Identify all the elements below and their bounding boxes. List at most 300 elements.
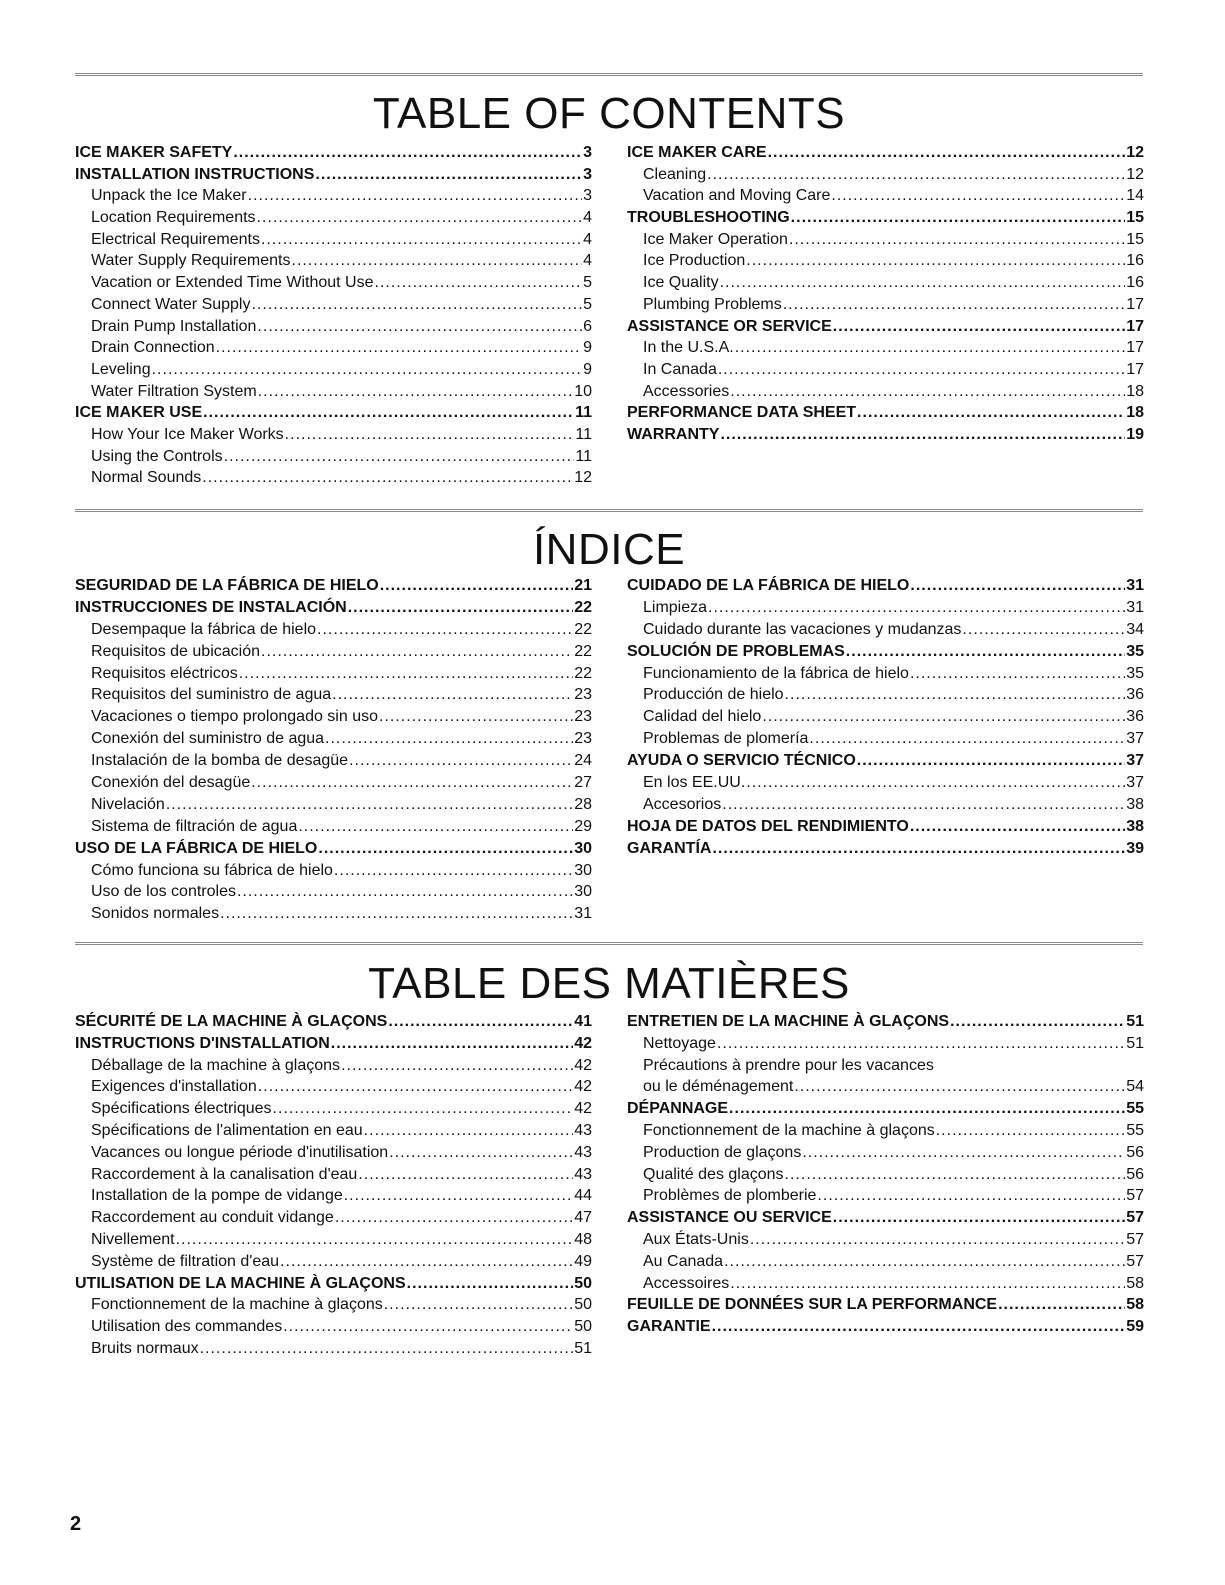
dot-leader: [950, 1011, 1125, 1033]
dot-leader: [237, 881, 573, 903]
toc-entry: [627, 816, 1144, 838]
toc-entry-title: Exigences d'installation: [91, 1078, 257, 1096]
toc-subentry: [75, 207, 592, 229]
toc-page-number: 12: [1126, 144, 1144, 161]
toc-page-number: 57: [1126, 1252, 1144, 1270]
toc-subentry: [627, 1076, 1144, 1098]
toc-entry-title: Fonctionnement de la machine à glaçons: [91, 1296, 383, 1314]
toc-entry: [627, 838, 1144, 860]
toc-subentry: [75, 903, 592, 925]
dot-leader: [248, 185, 582, 207]
toc-entry-title: Calidad del hielo: [643, 708, 762, 726]
toc-entry-title: Producción de hielo: [643, 686, 784, 704]
toc-page-number: 30: [574, 883, 592, 901]
toc-entry-title: Sistema de filtración de agua: [91, 817, 298, 835]
dot-leader: [257, 316, 582, 338]
section-title-fr: TABLE DES MATIÈRES: [368, 959, 850, 1008]
toc-entry-title: Production de glaçons: [643, 1143, 802, 1161]
toc-entry-title: SEGURIDAD DE LA FÁBRICA DE HIELO: [75, 577, 379, 594]
toc-subentry: [75, 619, 592, 641]
toc-entry-title: ICE MAKER USE: [75, 404, 203, 422]
dot-leader: [258, 1076, 573, 1098]
toc-entry-title: Accesorios: [643, 795, 722, 813]
toc-entry-title: Problemas de plomería: [643, 730, 809, 748]
dot-leader: [833, 1207, 1125, 1229]
toc-entry-title: Drain Pump Installation: [91, 317, 257, 335]
dot-leader: [325, 728, 573, 750]
toc-entry-title: En los EE.UU.: [643, 774, 746, 792]
dot-leader: [724, 1251, 1125, 1273]
dot-leader: [358, 1164, 573, 1186]
dot-leader: [962, 619, 1125, 641]
toc-page-number: 36: [1126, 708, 1144, 726]
toc-entry-title: ASSISTANCE OU SERVICE: [627, 1209, 832, 1227]
toc-entry-title: DÉPANNAGE: [627, 1100, 729, 1118]
toc-entry-title: Spécifications électriques: [91, 1100, 272, 1118]
toc-entry-title: Vacation or Extended Time Without Use: [91, 274, 374, 292]
toc-entry-title: Funcionamiento de la fábrica de hielo: [643, 664, 909, 682]
toc-entry-title: Vacaciones o tiempo prolongado sin uso: [91, 708, 378, 726]
dot-leader: [729, 1098, 1125, 1120]
toc-entry-title: Drain Connection: [91, 339, 215, 357]
toc-subentry: [75, 1142, 592, 1164]
toc-page-number: 31: [1126, 577, 1144, 594]
toc-subentry-text: Précautions à prendre pour les vacances: [643, 1056, 934, 1074]
toc-page-number: 19: [1126, 425, 1144, 443]
dot-leader: [202, 467, 573, 489]
toc-page-number: 27: [574, 774, 592, 792]
toc-page-number: 42: [574, 1100, 592, 1118]
toc-page-number: 42: [574, 1078, 592, 1096]
toc-page-number: 23: [574, 708, 592, 726]
toc-entry-title: Nivelación: [91, 795, 165, 813]
dot-leader: [791, 207, 1126, 229]
toc-entry: [627, 1294, 1144, 1316]
dot-leader: [831, 185, 1125, 207]
toc-entry-title: Vacation and Moving Care: [643, 187, 831, 205]
toc-page-number: 22: [574, 598, 592, 616]
toc-entry-title: In Canada: [643, 360, 717, 378]
dot-leader: [712, 1316, 1126, 1338]
dot-leader: [750, 1229, 1125, 1251]
toc-entry-title: Water Supply Requirements: [91, 252, 291, 270]
toc-entry-title: Desempaque la fábrica de hielo: [91, 620, 317, 638]
toc-subentry: [75, 1185, 592, 1207]
toc-entry-title: ou le déménagement: [643, 1078, 794, 1096]
dot-leader: [375, 272, 583, 294]
toc-subentry: [75, 794, 592, 816]
toc-page-number: 24: [574, 752, 592, 770]
toc-subentry: [75, 185, 592, 207]
toc-column-left: [75, 575, 592, 925]
toc-entry: [75, 1273, 592, 1295]
toc-page-number: 47: [574, 1209, 592, 1227]
toc-entry-title: Vacances ou longue période d'inutilisation: [91, 1143, 389, 1161]
toc-entry-title: Ice Maker Operation: [643, 230, 788, 248]
toc-entry-title: INSTRUCCIONES DE INSTALACIÓN: [75, 598, 347, 616]
toc-entry-title: Requisitos del suministro de agua: [91, 686, 332, 704]
dot-leader: [846, 641, 1125, 663]
toc-subentry: [75, 1316, 592, 1338]
dot-leader: [317, 619, 573, 641]
toc-entry-title: Raccordement à la canalisation d'eau: [91, 1165, 358, 1183]
toc-subentry: [75, 750, 592, 772]
toc-entry-title: Ice Quality: [643, 274, 719, 292]
toc-entry-title: Conexión del desagüe: [91, 774, 251, 792]
toc-subentry: [627, 684, 1144, 706]
toc-entry-title: Nettoyage: [643, 1034, 716, 1052]
dot-leader: [280, 1251, 573, 1273]
dot-leader: [298, 816, 573, 838]
dot-leader: [717, 1033, 1125, 1055]
dot-leader: [203, 402, 574, 424]
toc-entry-title: ICE MAKER CARE: [627, 144, 767, 161]
toc-entry: [627, 402, 1144, 424]
toc-page-number: 17: [1126, 339, 1144, 357]
dot-leader: [730, 1273, 1125, 1295]
dot-leader: [332, 684, 573, 706]
toc-subentry: [75, 316, 592, 338]
toc-entry-title: PERFORMANCE DATA SHEET: [627, 404, 857, 422]
toc-page-number: 3: [583, 165, 592, 183]
toc-page-number: 5: [583, 274, 592, 292]
toc-page-number: 48: [574, 1230, 592, 1248]
dot-leader: [707, 164, 1125, 186]
toc-entry-title: Au Canada: [643, 1252, 724, 1270]
toc-entry-title: Requisitos eléctricos: [91, 664, 238, 682]
toc-page-number: 17: [1126, 317, 1144, 335]
toc-page-number: 38: [1126, 795, 1144, 813]
dot-leader: [348, 597, 573, 619]
toc-entry-title: Nivellement: [91, 1230, 175, 1248]
dot-leader: [216, 337, 582, 359]
toc-page-number: 30: [574, 861, 592, 879]
toc-entry-title: Raccordement au conduit vidange: [91, 1209, 334, 1227]
toc-subentry: [75, 860, 592, 882]
toc-subentry: [75, 1120, 592, 1142]
toc-entry-title: Water Filtration System: [91, 382, 257, 400]
toc-page-number: 28: [574, 795, 592, 813]
dot-leader: [722, 794, 1125, 816]
toc-column-left: [75, 142, 592, 489]
toc-page-number: 3: [583, 144, 592, 161]
toc-page-number: 15: [1126, 230, 1144, 248]
toc-page-number: 29: [574, 817, 592, 835]
dot-leader: [768, 142, 1126, 164]
toc-entry-title: Qualité des glaçons: [643, 1165, 784, 1183]
dot-leader: [152, 359, 582, 381]
dot-leader: [817, 1185, 1125, 1207]
toc-entry: [75, 575, 592, 597]
toc-entry-title: WARRANTY: [627, 425, 720, 443]
dot-leader: [720, 424, 1125, 446]
toc-entry-title: Installation de la pompe de vidange: [91, 1187, 343, 1205]
toc-page-number: 37: [1126, 774, 1144, 792]
dot-leader: [335, 1207, 573, 1229]
dot-leader: [785, 1164, 1126, 1186]
toc-subentry: [627, 1142, 1144, 1164]
dot-leader: [341, 1055, 573, 1077]
dot-leader: [746, 772, 1125, 794]
toc-subentry: [75, 1164, 592, 1186]
toc-page-number: 23: [574, 686, 592, 704]
toc-subentry: [627, 1251, 1144, 1273]
dot-leader: [364, 1120, 574, 1142]
toc-subentry: [627, 663, 1144, 685]
toc-subentry: [627, 1273, 1144, 1295]
toc-entry-title: Cleaning: [643, 165, 707, 183]
dot-leader: [318, 838, 573, 860]
toc-page-number: 37: [1126, 752, 1144, 770]
toc-subentry: [627, 250, 1144, 272]
toc-subentry: [75, 684, 592, 706]
toc-subentry: [627, 597, 1144, 619]
toc-subentry: [627, 619, 1144, 641]
toc-page-number: 43: [574, 1121, 592, 1139]
toc-entry: [627, 1098, 1144, 1120]
toc-subentry: [75, 294, 592, 316]
toc-page-number: 50: [574, 1296, 592, 1314]
toc-entry-title: Electrical Requirements: [91, 230, 260, 248]
toc-entry-title: AYUDA O SERVICIO TÉCNICO: [627, 752, 856, 770]
toc-page-number: 41: [574, 1013, 592, 1030]
toc-subentry: [75, 1055, 592, 1077]
dot-leader: [379, 706, 573, 728]
dot-leader: [283, 1316, 573, 1338]
toc-entry: [627, 1316, 1144, 1338]
dot-leader: [936, 1120, 1125, 1142]
toc-subentry: [75, 250, 592, 272]
dot-leader: [200, 1338, 574, 1360]
toc-entry-title: Système de filtration d'eau: [91, 1252, 280, 1270]
toc-page-number: 11: [575, 425, 592, 443]
dot-leader: [261, 641, 573, 663]
toc-entry-title: GARANTIE: [627, 1318, 711, 1336]
dot-leader: [331, 1033, 573, 1055]
toc-page-number: 5: [583, 295, 592, 313]
toc-subentry: [75, 424, 592, 446]
toc-page-number: 12: [574, 469, 592, 487]
toc-entry-title: Conexión del suministro de agua: [91, 730, 325, 748]
toc-page-number: 51: [1126, 1013, 1144, 1030]
toc-subentry: [75, 663, 592, 685]
toc-entry-title: ENTRETIEN DE LA MACHINE À GLAÇONS: [627, 1013, 950, 1030]
dot-leader: [712, 838, 1125, 860]
toc-entry: [75, 402, 592, 424]
toc-page-number: 31: [574, 905, 592, 923]
toc-entry-title: INSTRUCTIONS D'INSTALLATION: [75, 1034, 330, 1052]
dot-leader: [285, 424, 575, 446]
toc-page-number: 42: [574, 1034, 592, 1052]
toc-column-left: [75, 1011, 592, 1360]
dot-leader: [789, 229, 1125, 251]
toc-entry-title: Spécifications de l'alimentation en eau: [91, 1121, 363, 1139]
toc-page-number: 16: [1126, 274, 1144, 292]
toc-subentry: [75, 446, 592, 468]
toc-entry: [627, 207, 1144, 229]
toc-entry: [627, 641, 1144, 663]
dot-leader: [910, 663, 1125, 685]
toc-subentry: [627, 337, 1144, 359]
toc-subentry: [627, 772, 1144, 794]
toc-page-number: 43: [574, 1165, 592, 1183]
toc-page-number: 4: [583, 230, 592, 248]
toc-entry-title: Cómo funciona su fábrica de hielo: [91, 861, 333, 879]
toc-subentry: [627, 381, 1144, 403]
toc-page-number: 10: [574, 382, 592, 400]
toc-column-right: [627, 575, 1144, 860]
dot-leader: [384, 1294, 573, 1316]
toc-column-right: [627, 1011, 1144, 1338]
toc-entry: [627, 1207, 1144, 1229]
toc-page-number: 9: [583, 339, 592, 357]
toc-subentry: [627, 728, 1144, 750]
toc-subentry: [75, 816, 592, 838]
toc-subentry: [627, 794, 1144, 816]
dot-leader: [833, 316, 1125, 338]
toc-subentry: [75, 272, 592, 294]
toc-subentry: [627, 1033, 1144, 1055]
dot-leader: [785, 684, 1126, 706]
dot-leader: [334, 860, 573, 882]
toc-page-number: 55: [1126, 1121, 1144, 1139]
toc-entry-title: Déballage de la machine à glaçons: [91, 1056, 341, 1074]
toc-entry-title: UTILISATION DE LA MACHINE À GLAÇONS: [75, 1274, 406, 1292]
toc-subentry: [75, 1251, 592, 1273]
dot-leader: [910, 816, 1125, 838]
toc-entry-title: ICE MAKER SAFETY: [75, 144, 233, 161]
toc-entry-title: CUIDADO DE LA FÁBRICA DE HIELO: [627, 577, 910, 594]
dot-leader: [746, 250, 1125, 272]
dot-leader: [794, 1076, 1125, 1098]
divider-rule: [75, 73, 1143, 76]
toc-page-number: 35: [1126, 664, 1144, 682]
toc-entry-title: Bruits normaux: [91, 1339, 199, 1357]
dot-leader: [257, 207, 583, 229]
toc-subentry: [627, 294, 1144, 316]
toc-entry: [627, 142, 1144, 164]
toc-subentry: [75, 641, 592, 663]
toc-entry-title: Plumbing Problems: [643, 295, 782, 313]
toc-subentry: [75, 1098, 592, 1120]
toc-subentry: [75, 706, 592, 728]
dot-leader: [735, 337, 1125, 359]
toc-page-number: 44: [574, 1187, 592, 1205]
toc-entry: [627, 1011, 1144, 1033]
toc-entry-title: Aux États-Unis: [643, 1230, 749, 1248]
toc-subentry: [627, 359, 1144, 381]
toc-page-number: 56: [1126, 1143, 1144, 1161]
toc-entry-title: Problèmes de plomberie: [643, 1187, 817, 1205]
toc-page-number: 12: [1126, 165, 1144, 183]
toc-page-number: 14: [1126, 187, 1144, 205]
toc-page-number: 49: [574, 1252, 592, 1270]
dot-leader: [166, 794, 573, 816]
toc-subentry: [75, 1229, 592, 1251]
toc-page-number: 36: [1126, 686, 1144, 704]
toc-entry-title: HOJA DE DATOS DEL RENDIMIENTO: [627, 817, 909, 835]
toc-entry: [75, 1011, 592, 1033]
toc-subentry: [627, 1185, 1144, 1207]
divider-rule: [75, 509, 1143, 512]
toc-page-number: 43: [574, 1143, 592, 1161]
toc-entry: [75, 1033, 592, 1055]
toc-entry-title: SÉCURITÉ DE LA MACHINE À GLAÇONS: [75, 1013, 388, 1030]
dot-leader: [388, 1011, 573, 1033]
toc-subentry: [627, 706, 1144, 728]
toc-entry: [627, 575, 1144, 597]
dot-leader: [273, 1098, 574, 1120]
toc-entry: [627, 424, 1144, 446]
toc-page-number: 4: [583, 209, 592, 227]
dot-leader: [233, 142, 582, 164]
toc-page-number: 22: [574, 620, 592, 638]
dot-leader: [910, 575, 1125, 597]
toc-entry: [627, 316, 1144, 338]
toc-entry-title: Utilisation des commandes: [91, 1318, 283, 1336]
toc-subentry: [75, 1294, 592, 1316]
toc-page-number: 16: [1126, 252, 1144, 270]
toc-subentry: [627, 164, 1144, 186]
dot-leader: [315, 164, 582, 186]
toc-entry-title: Accessories: [643, 382, 730, 400]
toc-subentry: [75, 728, 592, 750]
toc-entry: [75, 164, 592, 186]
toc-page-number: 17: [1126, 295, 1144, 313]
toc-entry-title: In the U.S.A.: [643, 339, 734, 357]
toc-entry-title: Location Requirements: [91, 209, 256, 227]
toc-page-number: 4: [583, 252, 592, 270]
toc-entry-title: TROUBLESHOOTING: [627, 209, 790, 227]
toc-page-number: 51: [1126, 1034, 1144, 1052]
toc-subentry: [75, 1207, 592, 1229]
toc-entry-title: INSTALLATION INSTRUCTIONS: [75, 165, 315, 183]
dot-leader: [251, 772, 573, 794]
toc-page-number: 56: [1126, 1165, 1144, 1183]
toc-page-number: 50: [574, 1274, 592, 1292]
toc-page-number: 51: [574, 1339, 592, 1357]
dot-leader: [407, 1273, 574, 1295]
dot-leader: [762, 706, 1125, 728]
toc-entry-title: Ice Production: [643, 252, 746, 270]
dot-leader: [809, 728, 1125, 750]
toc-entry-title: How Your Ice Maker Works: [91, 425, 284, 443]
toc-page-number: 54: [1126, 1078, 1144, 1096]
toc-column-right: [627, 142, 1144, 446]
dot-leader: [239, 663, 573, 685]
toc-subentry: [75, 229, 592, 251]
toc-page-number: 18: [1126, 382, 1144, 400]
dot-leader: [998, 1294, 1125, 1316]
toc-entry-title: Connect Water Supply: [91, 295, 251, 313]
dot-leader: [261, 229, 582, 251]
dot-leader: [220, 903, 573, 925]
toc-subentry: [627, 185, 1144, 207]
toc-entry-title: Uso de los controles: [91, 883, 236, 901]
toc-subentry: [75, 381, 592, 403]
toc-page-number: 30: [574, 839, 592, 857]
dot-leader: [344, 1185, 573, 1207]
toc-entry-title: USO DE LA FÁBRICA DE HIELO: [75, 839, 318, 857]
toc-entry-title: Fonctionnement de la machine à glaçons: [643, 1121, 935, 1139]
toc-subentry: [627, 1120, 1144, 1142]
toc-subentry: [627, 1229, 1144, 1251]
toc-entry-title: Accessoires: [643, 1274, 730, 1292]
toc-page-number: 3: [583, 187, 592, 205]
toc-entry-title: Instalación de la bomba de desagüe: [91, 752, 349, 770]
dot-leader: [176, 1229, 574, 1251]
toc-page-number: 17: [1126, 360, 1144, 378]
